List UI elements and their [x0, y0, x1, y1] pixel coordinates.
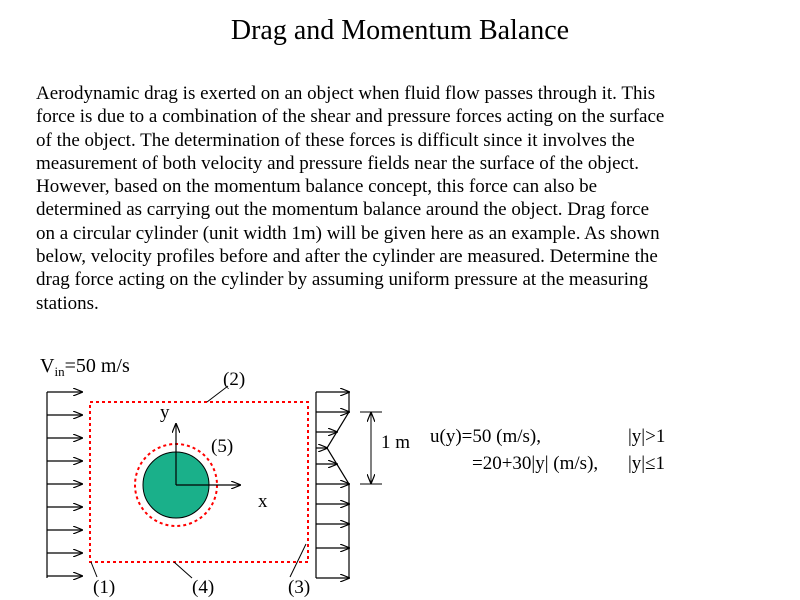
- station-2-label: (2): [223, 369, 246, 390]
- station-1-label: (1): [93, 577, 116, 598]
- paragraph-line: Aerodynamic drag is exerted on an object when fluid flow passes through it. This: [36, 83, 656, 104]
- dimension-label: 1 m: [381, 432, 411, 453]
- paragraph-line: on a circular cylinder (unit width 1m) will be given here as an example. As shown: [36, 222, 660, 244]
- station-4-label: (4): [192, 577, 215, 598]
- vin-symbol: V: [40, 355, 55, 377]
- station-5-label: (5): [211, 436, 234, 457]
- leader-line-4: [174, 562, 192, 578]
- inlet-velocity-profile: [47, 392, 82, 578]
- vin-value: =50 m/s: [64, 355, 130, 377]
- x-axis-label: x: [258, 491, 268, 512]
- leader-line-3: [290, 544, 306, 577]
- paragraph-line: However, based on the momentum balance concept, this force can also be: [36, 176, 598, 198]
- equation-expr-2: =20+30|y| (m/s),: [472, 453, 599, 474]
- paragraph-line: below, velocity profiles before and after the cylinder are measured. Determine the: [36, 246, 658, 268]
- outlet-profile-envelope: [327, 392, 349, 578]
- slide-title: Drag and Momentum Balance: [230, 15, 570, 46]
- paragraph-line: determined as carrying out the momentum balance around the object. Drag force: [36, 199, 650, 221]
- paragraph-line: drag force acting on the cylinder by assuming uniform pressure at the measuring: [36, 269, 649, 291]
- paragraph-line: of the object. The determination of these forces is difficult since it involves the: [36, 129, 635, 151]
- station-3-label: (3): [288, 577, 311, 598]
- outlet-velocity-profile: [316, 392, 349, 578]
- velocity-equation-line-1: [430, 426, 541, 448]
- paragraph-line: stations.: [36, 292, 99, 314]
- leader-line-1: [91, 562, 97, 577]
- velocity-equation-line-2: [472, 453, 598, 475]
- equation-condition-2: |y|≤1: [628, 453, 666, 474]
- equation-expr-1: u(y)=50 (m/s),: [430, 426, 541, 447]
- paragraph-line: force is due to a combination of the shear and pressure forces acting on the surface: [36, 106, 665, 128]
- inlet-arrows: [47, 392, 82, 576]
- dimension-1m: [360, 412, 410, 484]
- equation-condition-1: |y|>1: [628, 426, 666, 447]
- vin-subscript: in: [54, 364, 65, 379]
- paragraph-line: measurement of both velocity and pressure fields near the surface of the object.: [36, 152, 640, 174]
- y-axis-label: y: [160, 402, 170, 423]
